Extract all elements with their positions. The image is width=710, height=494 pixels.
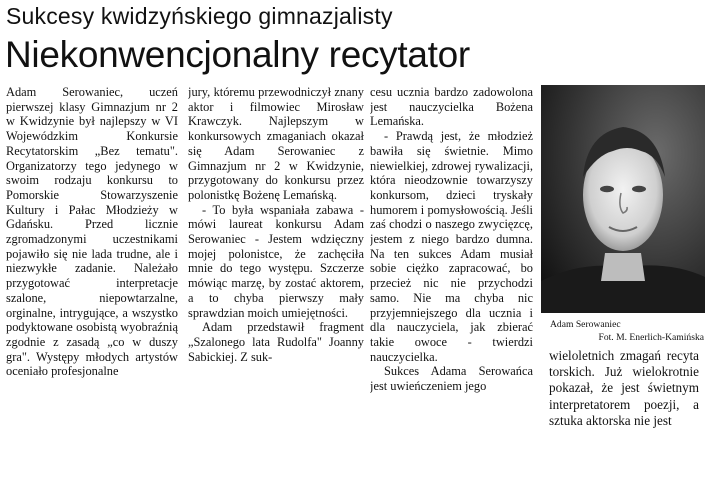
portrait-photo-image bbox=[541, 85, 705, 313]
column-3-paragraph-2: - Prawdą jest, że młodzież bawiła się świetnie. Mimo niewielkiej, zdrowej rywalizacji, która nieodzownie towarzyszy konkursom, dzieci tryskały humorem i pomysłowością. Jeśli zaś chodzi o naszego zwycięzcę, jestem z niego bardzo dumna. Na ten sukces Adam musiał sobie ciężko zapracować, bo przecież nic nie przychodzi samo. Nie ma chyba nic przyjemniejszego dla ucznia i dla nauczyciela, jak zbierać takie owoce - twierdzi nauczycielka. bbox=[370, 129, 533, 364]
photo-caption-credit: Fot. M. Enerlich-Kamińska bbox=[598, 332, 704, 343]
article-headline: Niekonwencjonalny recytator bbox=[5, 34, 470, 75]
article-kicker: Sukcesy kwidzyńskiego gimnazjalisty bbox=[6, 3, 393, 29]
column-2-paragraph-1: jury, któremu przewodniczył znany aktor i filmowiec Mirosław Krawczyk. Najlepszym w konkursowych zmaganiach okazał się Adam Serowaniec z Gimnazjum nr 2 w Kwidzynie, przygotowany do konkursu przez polonistkę Bożenę Lemańską. bbox=[188, 85, 364, 202]
column-4-paragraph: wieloletnich zmagań recyta torskich. Już wielokrotnie pokazał, że jest świetnym interpretatorem poezji, a sztuka aktorska nie jest bbox=[549, 348, 699, 428]
column-2-paragraph-2: - To była wspaniała zabawa - mówi laureat konkursu Adam Serowaniec - Jestem wdzięczny mojej polonistce, że zachęciła mnie do tego występu. Szczerze mówiąc marzę, by zostać aktorem, a to chyba pierwszy mały sprawdzian moich umiejętności. bbox=[188, 202, 364, 320]
article-column-2 bbox=[188, 85, 364, 491]
article-column-4 bbox=[549, 348, 699, 492]
column-3-paragraph-3: Sukces Adama Serowańca jest uwieńczeniem jego bbox=[370, 364, 533, 394]
column-2-paragraph-3: Adam przedstawił fragment „Szalonego lata Rudolfa" Joanny Sabickiej. Z suk- bbox=[188, 320, 364, 364]
photo-caption-name: Adam Serowaniec bbox=[550, 319, 621, 330]
portrait-photo bbox=[541, 85, 705, 313]
article-column-1 bbox=[6, 85, 178, 491]
column-3-paragraph-1: cesu ucznia bardzo zadowolona jest nauczycielka Bożena Lemańska. bbox=[370, 85, 533, 129]
photo-caption bbox=[550, 318, 704, 344]
column-1-paragraph: Adam Serowaniec, uczeń pierwszej klasy Gimnazjum nr 2 w Kwidzynie był najlepszy w VI Wojewódzkim Konkursie Recytatorskim „Bez tematu". Organizatorzy tego jedynego w swoim rodzaju konkursu to Pomorskie Stowarzyszenie Kultury i Pałac Młodzieży w Gdańsku. Przed licznie zgromadzonymi uczestnikami pojawiło się nie lada trudne, ale i niezwykłe zadanie. Należało przygotować interpretacje szalone, niepowtarzalne, orginalne, intrygujące, a wszystko podyktowane osobistą wyobraźnią zgodnie z zasadą „co w duszy gra". Występy młodych artystów oceniało profesjonalne bbox=[6, 85, 178, 379]
article-column-3 bbox=[370, 85, 533, 491]
